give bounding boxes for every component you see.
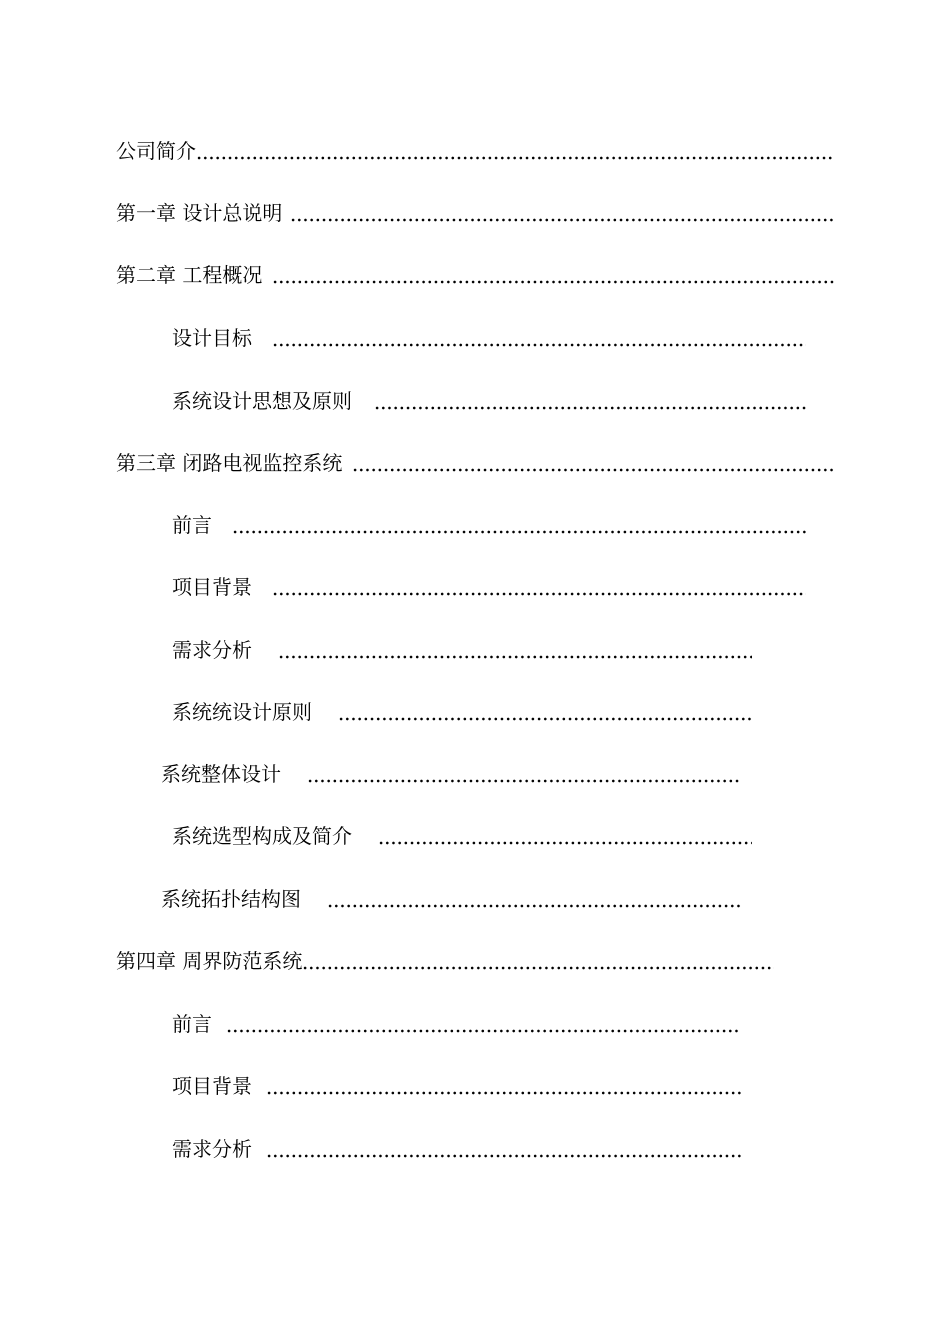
dot-leader — [374, 386, 806, 416]
toc-entry-label: 第四章 周界防范系统 — [116, 949, 303, 973]
dot-leader — [352, 448, 834, 478]
toc-entry-chapter-1[interactable] — [116, 198, 834, 228]
toc-entry-overall-design[interactable] — [161, 759, 741, 789]
toc-entry-company-profile[interactable] — [116, 136, 834, 166]
dot-leader — [232, 510, 806, 540]
toc-entry-system-selection[interactable] — [172, 821, 752, 851]
toc-entry-foreword[interactable] — [172, 510, 806, 540]
toc-entry-chapter-3[interactable] — [116, 448, 834, 478]
toc-entry-label: 前言 — [172, 513, 212, 537]
dot-leader — [290, 198, 834, 228]
toc-entry-label: 系统选型构成及简介 — [172, 824, 352, 848]
toc-entry-label: 前言 — [172, 1012, 212, 1036]
toc-entry-label: 设计目标 — [172, 326, 252, 350]
dot-leader — [278, 635, 752, 665]
dot-leader — [272, 572, 806, 602]
toc-entry-label: 第一章 设计总说明 — [116, 201, 283, 225]
toc-entry-design-goals[interactable] — [172, 323, 806, 353]
toc-entry-label: 系统整体设计 — [161, 762, 281, 786]
toc-entry-label: 公司简介 — [116, 139, 196, 163]
dot-leader — [196, 136, 834, 166]
dot-leader — [272, 323, 806, 353]
dot-leader — [266, 1134, 741, 1164]
toc-entry-label: 项目背景 — [172, 1074, 252, 1098]
toc-entry-chapter-4[interactable] — [116, 946, 774, 976]
toc-entry-label: 需求分析 — [172, 1137, 252, 1161]
dot-leader — [226, 1009, 741, 1039]
toc-entry-chapter-2[interactable] — [116, 260, 834, 290]
dot-leader — [272, 260, 834, 290]
dot-leader — [378, 821, 752, 851]
toc-entry-topology-diagram[interactable] — [161, 884, 741, 914]
toc-entry-label: 系统设计思想及原则 — [172, 389, 352, 413]
toc-entry-project-background[interactable] — [172, 1071, 741, 1101]
toc-entry-label: 需求分析 — [172, 638, 252, 662]
toc-entry-label: 第三章 闭路电视监控系统 — [116, 451, 343, 475]
dot-leader — [302, 946, 774, 976]
toc-entry-project-background[interactable] — [172, 572, 806, 602]
toc-entry-label: 第二章 工程概况 — [116, 263, 263, 287]
toc-entry-label: 项目背景 — [172, 575, 252, 599]
toc-entry-system-design-principles[interactable] — [172, 697, 752, 727]
toc-entry-design-principles[interactable] — [172, 386, 806, 416]
toc-entry-label: 系统统设计原则 — [172, 700, 312, 724]
toc-entry-label: 系统拓扑结构图 — [161, 887, 301, 911]
toc-entry-requirements-analysis[interactable] — [172, 635, 752, 665]
toc-entry-foreword[interactable] — [172, 1009, 741, 1039]
dot-leader — [307, 759, 741, 789]
toc-entry-requirements-analysis[interactable] — [172, 1134, 741, 1164]
dot-leader — [266, 1071, 741, 1101]
dot-leader — [338, 697, 752, 727]
dot-leader — [327, 884, 741, 914]
